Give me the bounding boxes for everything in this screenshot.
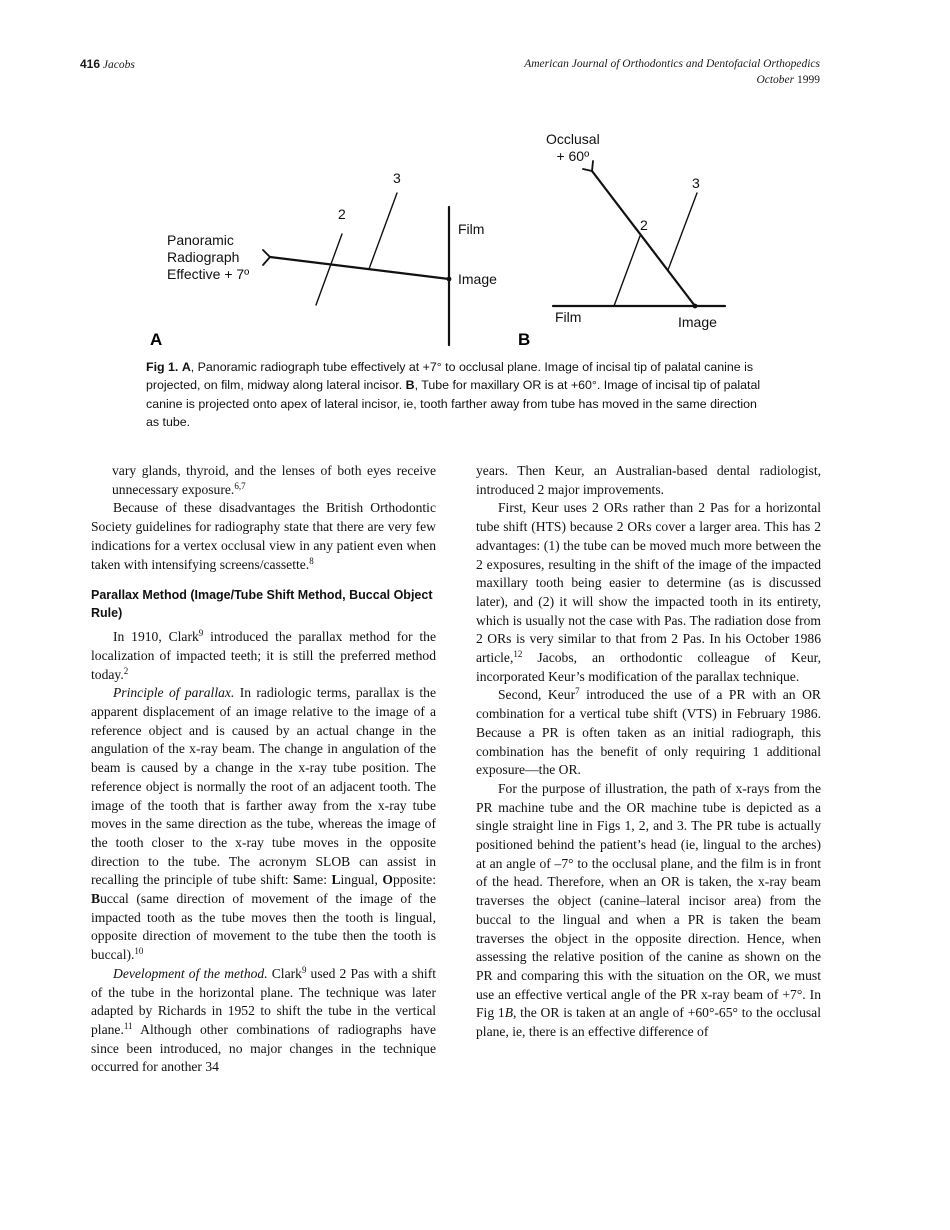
paragraph-text: , the OR is taken at an angle of +60°-65° to the occlusal plane, ie, there is an effective difference of (476, 1005, 821, 1040)
left-column (91, 462, 436, 1077)
panel-a-tooth-2-line (316, 234, 342, 305)
panel-a-tube-label-line2: Radiograph (167, 249, 240, 265)
panel-a-tube-label-line1: Panoramic (167, 232, 234, 248)
paragraph-continuation (91, 462, 436, 499)
panel-b-tube-label-line2: + 60º (556, 148, 590, 164)
paragraph (91, 965, 436, 1077)
issue-year: 1999 (797, 74, 820, 86)
panel-a-beam-line (270, 257, 449, 279)
caption-b-letter: B (405, 378, 415, 393)
acronym-letter: B (91, 891, 101, 907)
panel-a-tooth-3-label: 3 (393, 170, 401, 186)
running-head-author: Jacobs (102, 59, 135, 71)
reference-marker: 9 (198, 628, 204, 639)
panel-b-tooth-3-line (668, 193, 697, 270)
acronym-letter: L (331, 872, 341, 888)
figure-1-diagram (0, 0, 950, 360)
acronym-letter: O (382, 872, 393, 888)
panel-a-tooth-2-label: 2 (338, 206, 346, 222)
panel-a-tube-icon (263, 250, 270, 265)
paragraph-continuation: years. Then Keur, an Australian-based dental radiologist, introduced 2 major improvements. (476, 463, 821, 497)
paragraph-text: ame: (300, 872, 332, 888)
caption-b-text: , Tube for maxillary OR is at +60°. Image of incisal tip of palatal canine is projected onto apex of lateral incisor, ie, tooth farther away from tube has moved in the same direction as tube. (146, 378, 761, 429)
panel-b-tube-label (546, 131, 600, 165)
panel-a-letter: A (150, 330, 163, 349)
paragraph (91, 684, 436, 965)
paragraph (476, 686, 821, 780)
panel-a-image-label: Image (458, 271, 497, 287)
paragraph (91, 628, 436, 684)
paragraph-text: uccal (same direction of movement of the image of the impacted tooth as the tube moves then the tooth is lingual, opposite direction of movement to the tube then the tooth is buccal). (91, 891, 436, 963)
caption-a-letter: A (181, 360, 191, 374)
panel-a-tooth-3-line (369, 193, 397, 269)
reference-marker: 8 (309, 555, 314, 566)
paragraph-text: Second, Keur (498, 687, 576, 703)
reference-marker: 12 (513, 649, 523, 660)
subsection-title: Development of the method. (113, 965, 268, 981)
paragraph-text: Jacobs, an orthodontic colleague of Keur, incorporated Keur’s modification of the parallax technique. (476, 650, 821, 684)
paragraph-text: For the purpose of illustration, the path of x-rays from the PR machine tube and the OR machine tube is depicted as a single straight line in Figs 1, 2, and 3. The PR tube is actually positioned behind the patient’s head (ie, lingual to the arches) at an angle of –7° to the occlusal plane, and the film is in front of the head. Therefore, when an OR is taken, the x-ray beam traverses the object (canine–lateral incisor area) from the buccal to the lingual and when a PR is taken the beam traverses the object in the opposite direction. Hence, when assessing the relative position of the canine as shown on the PR and comparing this with the situation on the OR, we must use an effective vertical angle of the PR x-ray beam of +7°. In Fig 1 (476, 780, 821, 1021)
journal-title: American Journal of Orthodontics and Dentofacial Orthopedics (524, 58, 820, 70)
paragraph-text: introduced the use of a PR with an OR combination for a vertical tube shift (VTS) in February 1986. Because a PR is often taken as an initial radiograph, this combination has the benefit of only requiring 1 additional exposure—the OR. (476, 687, 821, 778)
paragraph-text: used 2 Pas with a shift of the tube in the horizontal plane. The technique was later adapted by Richards in 1952 to shift the tube in the vertical plane. (91, 965, 437, 1037)
reference-marker: 11 (123, 1020, 133, 1031)
subsection-title: Principle of parallax. (113, 685, 235, 701)
panel-a-image-point (447, 277, 452, 282)
paragraph-text: First, Keur uses 2 ORs rather than 2 Pas for a horizontal tube shift (HTS) because 2 ORs cover a larger area. This has 2 advantages: (1) the tube can be moved much more between the 2 exposures, resulting in the shift of the image of the impacted maxillary tooth being easier to determine (as is discussed later), and (2) it will show the impacted tooth in its entirety, which is usually not the case with Pas. The radiation dose from 2 ORs is very similar to that from 2 Pas. In his October 1986 article, (476, 500, 821, 666)
paragraph (91, 499, 436, 574)
paragraph-text: pposite: (392, 872, 436, 888)
panel-b-film-label: Film (555, 309, 582, 325)
paragraph-text: vary glands, thyroid, and the lenses of both eyes receive unnecessary exposure. (112, 463, 436, 497)
panel-b-image-label: Image (678, 314, 717, 330)
panel-b-tube-label-line1: Occlusal (546, 131, 600, 147)
page-number: 416 (80, 57, 101, 71)
panel-a-tube-label (167, 232, 249, 283)
panel-b-image-point (693, 304, 698, 309)
paragraph (476, 499, 821, 686)
acronym-letter: S (292, 872, 301, 888)
right-column (476, 462, 821, 1042)
panel-a-tube-label-line3: Effective + 7º (167, 266, 250, 282)
reference-marker: 7 (575, 686, 580, 697)
figure-1 (0, 0, 950, 360)
paragraph-text: introduced the parallax method for the localization of impacted teeth; it is still the preferred method today. (91, 629, 436, 682)
reference-marker: 2 (123, 665, 129, 676)
panel-a-film-label: Film (458, 221, 485, 237)
figure-caption (146, 358, 771, 431)
panel-b-tooth-3-label: 3 (692, 175, 700, 191)
paragraph-text: Because of these disadvantages the British Orthodontic Society guidelines for radiography state that there are very few indications for a vertex occlusal view in any patient even when taken with intensifying screens/cassette. (91, 500, 436, 572)
panel-b-tooth-2-label: 2 (640, 217, 648, 233)
paragraph-text: Clark (267, 965, 302, 981)
caption-a-text: , Panoramic radiograph tube effectively at +7° to occlusal plane. Image of incisal tip of palatal canine is projected, on film, midway along lateral incisor. (146, 360, 754, 393)
figure-panel-reference: B (504, 1005, 514, 1021)
paragraph (476, 780, 821, 1042)
issue-month: October (756, 74, 795, 86)
paragraph-text: ingual, (340, 872, 383, 888)
caption-fig-id: Fig 1. (146, 360, 179, 374)
reference-marker: 6,7 (234, 480, 246, 491)
reference-marker: 10 (134, 946, 144, 957)
panel-b-tooth-2-line (614, 236, 640, 306)
section-heading: Parallax Method (Image/Tube Shift Method, Buccal Object Rule) (91, 588, 433, 621)
reference-marker: 9 (301, 964, 307, 975)
panel-a-diagram (263, 193, 451, 345)
paragraph-text: In 1910, Clark (113, 629, 199, 645)
paragraph-text: Although other combinations of radiographs have since been introduced, no major changes in the technique occurred for another 34 (91, 1021, 436, 1075)
panel-b-letter: B (518, 330, 531, 349)
paragraph-text: In radiologic terms, parallax is the apparent displacement of an image relative to the image of a reference object and is caused by an actual change in the angulation of the x-ray beam. The change in angulation of the beam is caused by a change in the x-ray tube position. The reference object is normally the root of an adjacent tooth. The image of the tooth that is farther away from the x-ray tube moves in the same direction as the tube, whereas the image of the tooth closer to the x-ray tube moves in the opposite direction to the tube. The acronym SLOB can assist in recalling the principle of tube shift: (91, 685, 437, 888)
